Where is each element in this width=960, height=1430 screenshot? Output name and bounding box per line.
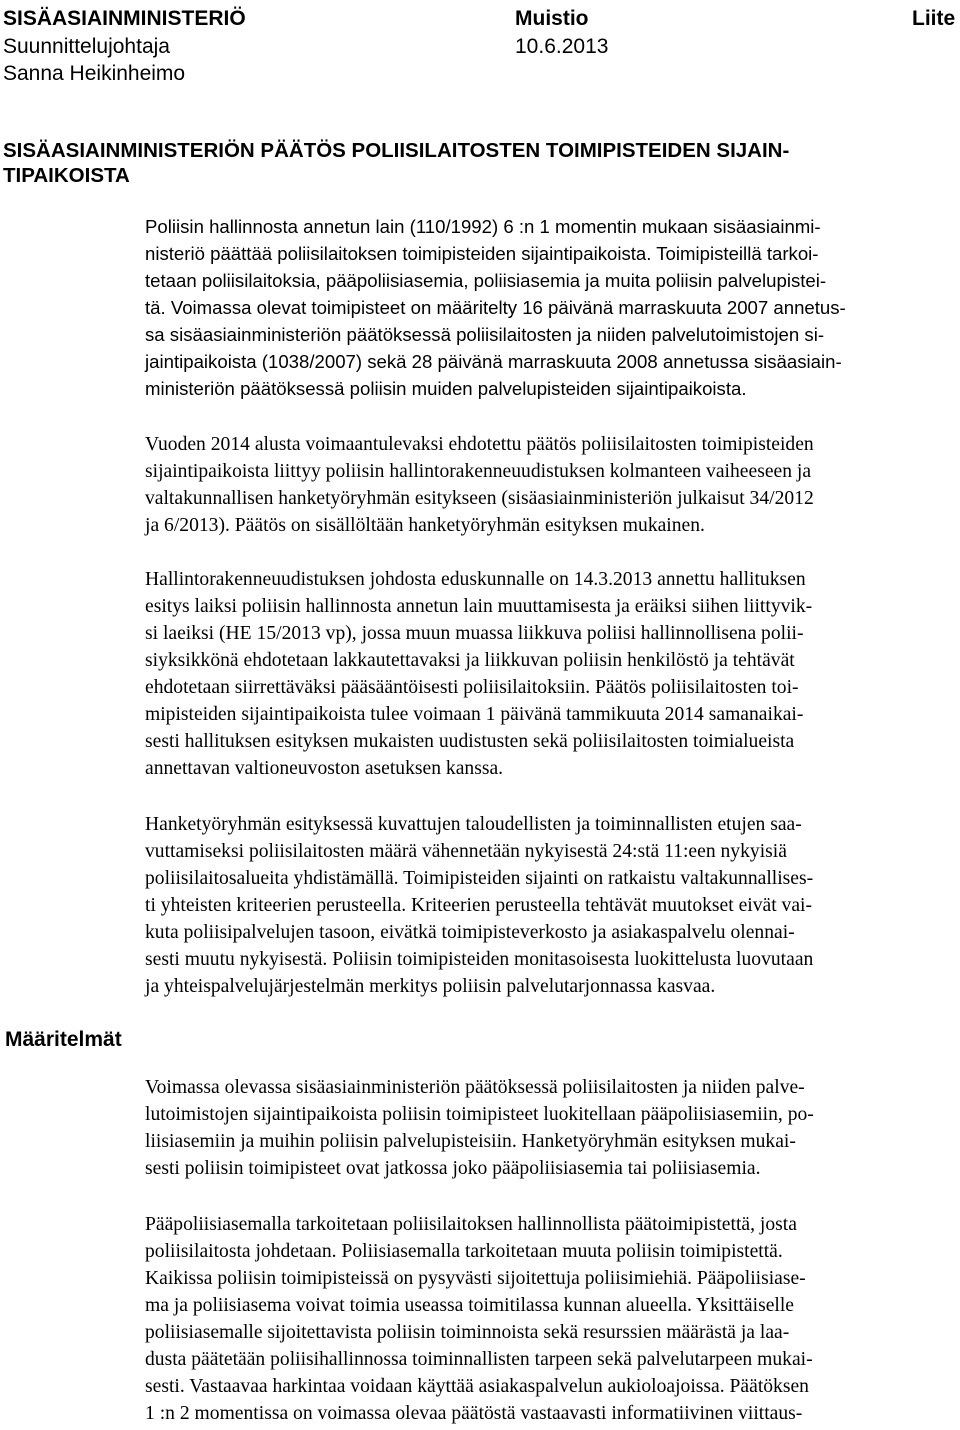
title-line: SISÄASIAINMINISTERIÖN PÄÄTÖS POLIISILAITOSTEN TOIMIPISTEIDEN SIJAIN- xyxy=(3,139,790,162)
paragraph-2 xyxy=(145,431,953,539)
text-line: annettavan valtioneuvoston asetuksen kanssa. xyxy=(145,758,504,779)
text-line: Hallintorakenneuudistuksen johdosta eduskunnalle on 14.3.2013 annettu hallituksen xyxy=(145,569,806,590)
text-line: sesti muutu nykyisestä. Poliisin toimipisteiden monitasoisesta luokittelusta luovutaan xyxy=(145,949,814,970)
text-line: sijaintipaikoista liittyy poliisin hallintorakenneuudistuksen kolmanteen vaiheeseen ja xyxy=(145,461,812,482)
text-line: Kaikissa poliisin toimipisteissä on pysyvästi sijoitettuja poliisimiehiä. Pääpoliisiase- xyxy=(145,1268,806,1289)
text-line: siyksikkönä ehdotetaan lakkautettavaksi ja liikkuvan poliisin henkilöstö ja tehtävät xyxy=(145,650,795,671)
text-line: Vuoden 2014 alusta voimaantulevaksi ehdotettu päätös poliisilaitosten toimipisteiden xyxy=(145,434,814,455)
text-line: liisiasemiin ja muihin poliisin palvelupisteisiin. Hanketyöryhmän esityksen mukai- xyxy=(145,1131,796,1152)
text-line: lutoimistojen sijaintipaikoista poliisin toimipisteet luokitellaan pääpoliisiasemiin, po- xyxy=(145,1104,814,1125)
text-line: sesti hallituksen esityksen mukaisten uudistusten sekä poliisilaitosten toimialueista xyxy=(145,731,795,752)
text-line: valtakunnallisen hanketyöryhmän esitykseen (sisäasiainministeriön julkaisut 34/2012 xyxy=(145,488,814,509)
text-line: ja 6/2013). Päätös on sisällöltään hanketyöryhmän esityksen mukainen. xyxy=(145,515,705,536)
paragraph-3 xyxy=(145,566,953,782)
text-line: ministeriön päätöksessä poliisin muiden palvelupisteiden sijaintipaikoista. xyxy=(145,378,747,399)
document-date: 10.6.2013 xyxy=(515,35,609,58)
text-line: vuttamiseksi poliisilaitosten määrä vähennetään nykyisestä 24:stä 11:een nykyisiä xyxy=(145,841,787,862)
paragraph-6 xyxy=(145,1211,953,1427)
text-line: poliisiasemalle sijoitettavista poliisin toiminnoista sekä resurssien määrästä ja laa- xyxy=(145,1322,790,1343)
paragraph-1 xyxy=(145,213,953,402)
text-line: Pääpoliisiasemalla tarkoitetaan poliisilaitoksen hallinnollista päätoimipistettä, josta xyxy=(145,1214,797,1235)
document-title xyxy=(3,138,789,188)
text-line: mipisteiden sijaintipaikoista tulee voimaan 1 päivänä tammikuuta 2014 samanaikai- xyxy=(145,704,804,725)
text-line: esitys laiksi poliisin hallinnosta annetun lain muuttamisesta ja eräiksi siihen liittyvik- xyxy=(145,596,813,617)
text-line: sa sisäasiainministeriön päätöksessä poliisilaitosten ja niiden palvelutoimistojen si- xyxy=(145,324,825,345)
text-line: ehdotetaan siirrettäväksi pääsääntöisesti poliisilaitoksiin. Päätös poliisilaitosten toi- xyxy=(145,677,799,698)
text-line: tetaan poliisilaitoksia, pääpoliisiasemia, poliisiasemia ja muita poliisin palvelupistei- xyxy=(145,270,827,291)
text-line: sesti. Vastaavaa harkintaa voidaan käyttää asiakaspalvelun aukioloajoissa. Päätöksen xyxy=(145,1376,809,1397)
document-type: Muistio xyxy=(515,7,589,30)
text-line: nisteriö päättää poliisilaitoksen toimipisteiden sijaintipaikoista. Toimipisteillä tarkoi- xyxy=(145,243,819,264)
ministry-name: SISÄASIAINMINISTERIÖ xyxy=(3,7,246,30)
text-line: ti yhteisten kriteerien perusteella. Kriteerien perusteella tehtävät muutokset eivät vai- xyxy=(145,895,813,916)
section-heading-maaritelmat: Määritelmät xyxy=(5,1028,122,1051)
text-line: jaintipaikoista (1038/2007) sekä 28 päivänä marraskuuta 2008 annetussa sisäasiain- xyxy=(145,351,842,372)
text-line: dusta päätetään poliisihallinnossa toiminnallisten tarpeen sekä palvelutarpeen mukai- xyxy=(145,1349,813,1370)
text-line: sesti poliisin toimipisteet ovat jatkossa joko pääpoliisiasemia tai poliisiasemia. xyxy=(145,1158,761,1179)
author-name: Sanna Heikinheimo xyxy=(3,62,186,85)
text-line: Voimassa olevassa sisäasiainministeriön päätöksessä poliisilaitosten ja niiden palve- xyxy=(145,1077,805,1098)
text-line: poliisilaitosalueita yhdistämällä. Toimipisteiden sijainti on ratkaistu valtakunnallises- xyxy=(145,868,814,889)
text-line: poliisilaitosta johdetaan. Poliisiasemalla tarkoitetaan muuta poliisin toimipistettä. xyxy=(145,1241,783,1262)
text-line: 1 :n 2 momentissa on voimassa olevaa päätöstä vastaavasti informatiivinen viittaus- xyxy=(145,1403,803,1424)
text-line: si laeiksi (HE 15/2013 vp), jossa muun muassa liikkuva poliisi hallinnollisena polii- xyxy=(145,623,804,644)
paragraph-5 xyxy=(145,1074,953,1182)
paragraph-4 xyxy=(145,811,953,1000)
attachment-label: Liite xyxy=(912,7,956,30)
text-line: kuta poliisipalvelujen tasoon, eivätkä toimipisteverkosto ja asiakaspalvelu olennai- xyxy=(145,922,795,943)
text-line: ja yhteispalvelujärjestelmän merkitys poliisin palvelutarjonnassa kasvaa. xyxy=(145,976,716,997)
text-line: tä. Voimassa olevat toimipisteet on määritelty 16 päivänä marraskuuta 2007 annetus- xyxy=(145,297,846,318)
text-line: ma ja poliisiasema voivat toimia useassa toimitilassa kunnan alueella. Yksittäiselle xyxy=(145,1295,794,1316)
text-line: Hanketyöryhmän esityksessä kuvattujen taloudellisten ja toiminnallisten etujen saa- xyxy=(145,814,802,835)
title-line: TIPAIKOISTA xyxy=(3,164,130,187)
author-role: Suunnittelujohtaja xyxy=(3,35,170,58)
text-line: Poliisin hallinnosta annetun lain (110/1992) 6 :n 1 momentin mukaan sisäasiainmi- xyxy=(145,216,821,237)
